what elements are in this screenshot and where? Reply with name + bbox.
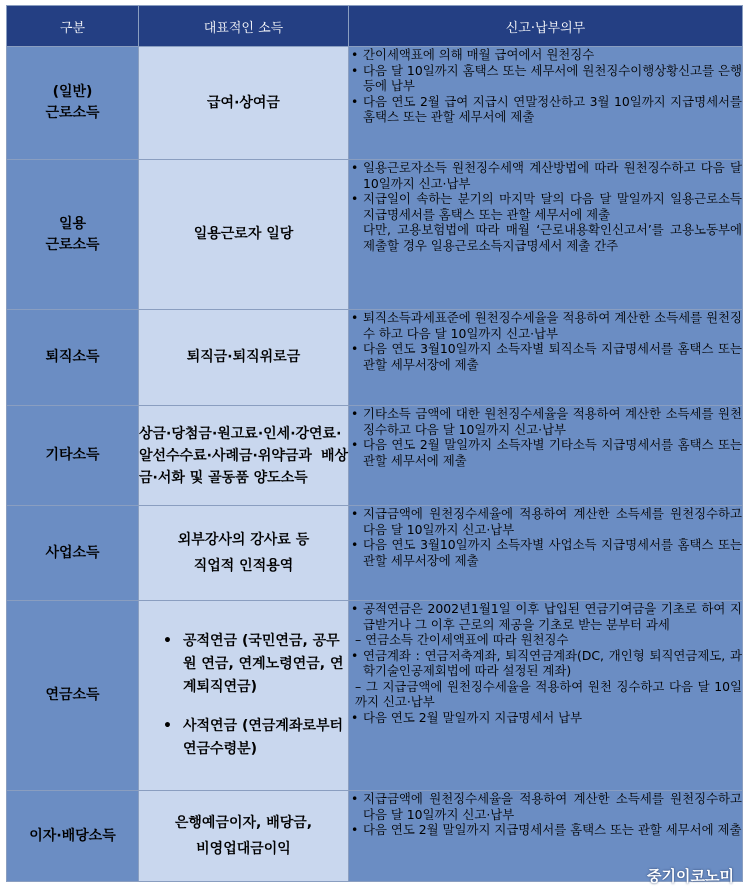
duty-item: • 다음 연도 2월 급여 지급시 연말정산하고 3월 10일까지 지급명세서를 홈택스 또는 관할 세무서에 제출 [349,94,742,125]
duty-item: • 다음 연도 3월10일까지 소득자별 퇴직소득 지급명세서를 홈택스 또는 관할 세무서장에 제출 [349,341,742,372]
table-row [7,601,743,791]
category-cell [7,160,139,310]
table-row [7,160,743,310]
income-label: 은행예금이자, 배당금, [174,815,313,831]
table-row [7,791,743,882]
category-cell [7,791,139,882]
representative-income-cell [139,506,349,601]
category-cell [7,506,139,601]
header-filing-duty: 신고·납부의무 [349,6,743,47]
duty-note: 다만, 고용보험법에 따라 매월 ‘근로내용확인신고서’를 고용노동부에 제출할 경우 일용근로소득지급명세서 제출 간주 [363,222,742,253]
income-label: 직업적 인적용역 [193,558,294,574]
duty-cell [349,506,743,601]
duty-item: • 퇴직소득과세표준에 원천징수세율을 적용하여 계산한 소득세를 원천징수 하고 다음 달 10일까지 신고·납부 [349,310,742,341]
income-label: 퇴직금·퇴직위로금 [186,349,301,365]
duty-cell [349,310,743,406]
duty-subitem: – 연금소득 간이세액표에 따라 원천징수 [355,632,569,647]
representative-income-cell [139,47,349,160]
duty-item: • 다음 연도 2월 말일까지 소득자별 기타소득 지급명세서를 홈택스 또는 관할 세무서에 제출 [349,437,742,468]
duty-item: • 일용근로자소득 원천징수세액 계산방법에 따라 원천징수하고 다음 달 10일까지 신고·납부 [349,160,742,191]
public-pension-item: • 공적연금 (국민연금, 공무원 연금, 연계노령연금, 연계퇴직연금) [157,630,348,699]
representative-income-cell [139,160,349,310]
category-cell [7,310,139,406]
category-label: 근로소득 [45,236,100,253]
category-cell [7,601,139,791]
category-label: 이자·배당소득 [29,827,116,844]
duty-item: • 간이세액표에 의해 매월 급여에서 원천징수 [349,47,742,63]
representative-income-cell [139,310,349,406]
income-label: 일용근로자 일당 [193,226,294,242]
category-label: 연금소득 [45,687,100,703]
income-tax-table [6,5,743,882]
table-row [7,310,743,406]
private-pension-item: • 사적연금 (연금계좌로부터 연금수령분) [157,715,348,761]
duty-cell [349,47,743,160]
category-label: 퇴직소득 [45,349,100,365]
duty-item: • 다음 연도 2월 말일까지 지급명세서를 홈택스 또는 관할 세무서에 제출 [349,822,742,838]
category-cell [7,406,139,506]
duty-item: • 지급금액에 원천징수세율을 적용하여 계산한 소득세를 원천징수하고 다음 달 10일까지 신고·납부 [349,791,742,822]
duty-cell [349,601,743,791]
duty-subitem: – 그 지급금액에 원천징수세율을 적용하여 원천 징수하고 다음 달 10일까지 신고·납부 [355,678,742,709]
income-label: 비영업대금이익 [196,841,291,857]
duty-cell [349,160,743,310]
representative-income-cell [139,791,349,882]
duty-item: • 다음 연도 2월 말일까지 지급명세서 납부 [349,710,742,726]
category-label: 사업소득 [45,544,100,561]
duty-item: • 공적연금은 2002년1월1일 이후 납입된 연금기여금을 기초로 하여 지급받거나 그 이후 근로의 제공을 기초로 받는 분부터 과세 [349,601,742,632]
income-label: 외부강사의 강사료 등 [177,532,310,548]
watermark-logo: 중기이코노미 [647,867,734,885]
duty-item: • 기타소득 금액에 대한 원천징수세율을 적용하여 계산한 소득세를 원천징수하고 다음 달 10일까지 신고·납부 [349,406,742,437]
category-label: 일용 [58,215,87,232]
category-label: (일반) [52,84,93,100]
table-row [7,47,743,160]
duty-cell [349,406,743,506]
representative-income-cell [139,601,349,791]
income-label: 급여·상여금 [207,94,280,111]
table-row [7,506,743,601]
duty-item: • 다음 연도 3월10일까지 소득자별 사업소득 지급명세서를 홈택스 또는 관할 세무서장에 제출 [349,537,742,568]
header-row [7,6,743,47]
representative-income-cell [139,406,349,506]
duty-item: • 다음 달 10일까지 홈택스 또는 세무서에 원천징수이행상황신고를 은행 등에 납부 [349,63,742,94]
category-label: 기타소득 [45,447,100,463]
category-label: 근로소득 [45,105,100,121]
duty-item: • 연금계좌 : 연금저축계좌, 퇴직연금계좌(DC, 개인형 퇴직연금제도, 과학기술인공제회법에 따라 설정된 계좌) [349,648,742,679]
income-label: 상금·당첨금·원고료·인세·강연료·알선수수료·사례금·위약금과 배상금·서화 및 골동품 양도소득 [139,425,348,486]
duty-item: • 지급금액에 원천징수세율에 적용하여 계산한 소득세를 원천징수하고 다음 달 10일까지 신고·납부 [349,506,742,537]
category-cell [7,47,139,160]
table-row [7,406,743,506]
header-representative-income: 대표적인 소득 [139,6,349,47]
header-category: 구분 [7,6,139,47]
duty-item: • 지급일이 속하는 분기의 마지막 달의 다음 달 말일까지 일용근로소득 지급명세서를 홈택스 또는 관할 세무서에 제출 [349,191,742,222]
